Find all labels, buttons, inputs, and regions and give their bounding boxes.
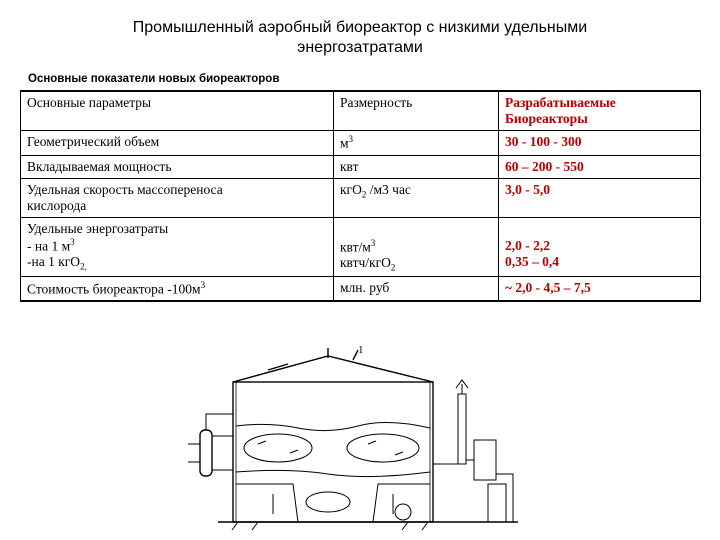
table-row xyxy=(21,276,701,301)
parameters-table xyxy=(20,90,701,302)
circulation-loop xyxy=(244,434,312,462)
row-param: Геометрический объем xyxy=(21,131,334,156)
liquid-surface xyxy=(236,422,430,430)
liquid-boundary xyxy=(236,470,430,476)
param-line-2: кислорода xyxy=(27,197,87,213)
unit-sup: 3 xyxy=(348,134,354,144)
param-line-3 xyxy=(27,254,327,272)
outlet-arrow-icon xyxy=(456,380,468,394)
row-value: 3,0 - 5,0 xyxy=(499,178,701,217)
value-line-2: 0,35 – 0,4 xyxy=(505,253,559,269)
air-supply-pipes xyxy=(433,460,513,522)
unit-text: м xyxy=(340,135,349,151)
unit-line-2 xyxy=(340,255,492,273)
impeller xyxy=(306,492,350,512)
unit-sub: 2 xyxy=(361,189,367,200)
callout-label: 1 xyxy=(358,344,364,356)
header-value xyxy=(499,91,701,131)
row-unit xyxy=(334,178,499,217)
circulation-loop xyxy=(347,434,419,462)
exchanger-pipes xyxy=(206,414,233,470)
row-unit xyxy=(334,217,499,276)
param-line-1: Удельная скорость массопереноса xyxy=(27,181,223,197)
row-value: 30 - 100 - 300 xyxy=(499,131,701,156)
header-param: Основные параметры xyxy=(21,91,334,131)
table-row xyxy=(21,131,701,156)
pump-icon xyxy=(395,504,411,520)
unit-sup: 3 xyxy=(370,237,376,248)
param-text: - на 1 м xyxy=(27,238,71,253)
coolant-lines xyxy=(188,444,200,462)
row-value: 60 – 200 - 550 xyxy=(499,155,701,178)
table-row xyxy=(21,155,701,178)
value-line-1: 2,0 - 2,2 xyxy=(505,237,550,253)
row-param: Вкладываемая мощность xyxy=(21,155,334,178)
param-sup: 3 xyxy=(200,279,206,290)
unit-text: квт/м xyxy=(340,239,371,254)
compressor-unit xyxy=(474,440,496,480)
header-value-line-1: Разрабатываемые xyxy=(505,95,616,110)
param-sub: 2, xyxy=(80,261,87,272)
header-unit: Размерность xyxy=(334,91,499,131)
row-unit: млн. руб xyxy=(334,276,499,301)
row-unit xyxy=(334,131,499,156)
row-param xyxy=(21,276,334,301)
unit-sub: 2 xyxy=(390,262,396,273)
param-sup: 3 xyxy=(70,236,75,247)
table-header-row xyxy=(21,91,701,131)
param-text: Стоимость биореактора -100м xyxy=(27,281,201,297)
unit-line-1 xyxy=(340,238,492,256)
lower-draft-tube xyxy=(236,484,430,522)
bioreactor-schematic xyxy=(178,344,538,540)
row-value: ~ 2,0 - 4,5 – 7,5 xyxy=(499,276,701,301)
unit-text-a: кгО xyxy=(340,181,362,197)
title-line-2: энергозатратами xyxy=(297,39,423,56)
param-line-1: Удельные энергозатраты xyxy=(27,220,169,236)
page-title xyxy=(40,18,680,58)
table-caption: Основные показатели новых биореакторов xyxy=(28,73,280,85)
blower-housing xyxy=(488,484,506,522)
row-unit: квт xyxy=(334,155,499,178)
table-row xyxy=(21,217,701,276)
header-value-line-2: Биореакторы xyxy=(505,111,588,126)
flow-arrows xyxy=(258,441,403,455)
unit-text: квтч/кгО xyxy=(340,255,391,270)
param-text: -на 1 кгО xyxy=(27,254,81,269)
title-line-1: Промышленный аэробный биореактор с низкими удельными xyxy=(132,19,588,36)
row-param xyxy=(21,217,334,276)
reactor-roof xyxy=(233,356,433,382)
table-row xyxy=(21,178,701,217)
gas-outlet-column xyxy=(458,394,466,464)
unit-text-b: /м3 час xyxy=(366,181,411,197)
row-param xyxy=(21,178,334,217)
ground-hatching xyxy=(232,522,428,530)
row-value xyxy=(499,217,701,276)
heat-exchanger-icon xyxy=(200,430,212,476)
param-line-2 xyxy=(27,237,327,255)
